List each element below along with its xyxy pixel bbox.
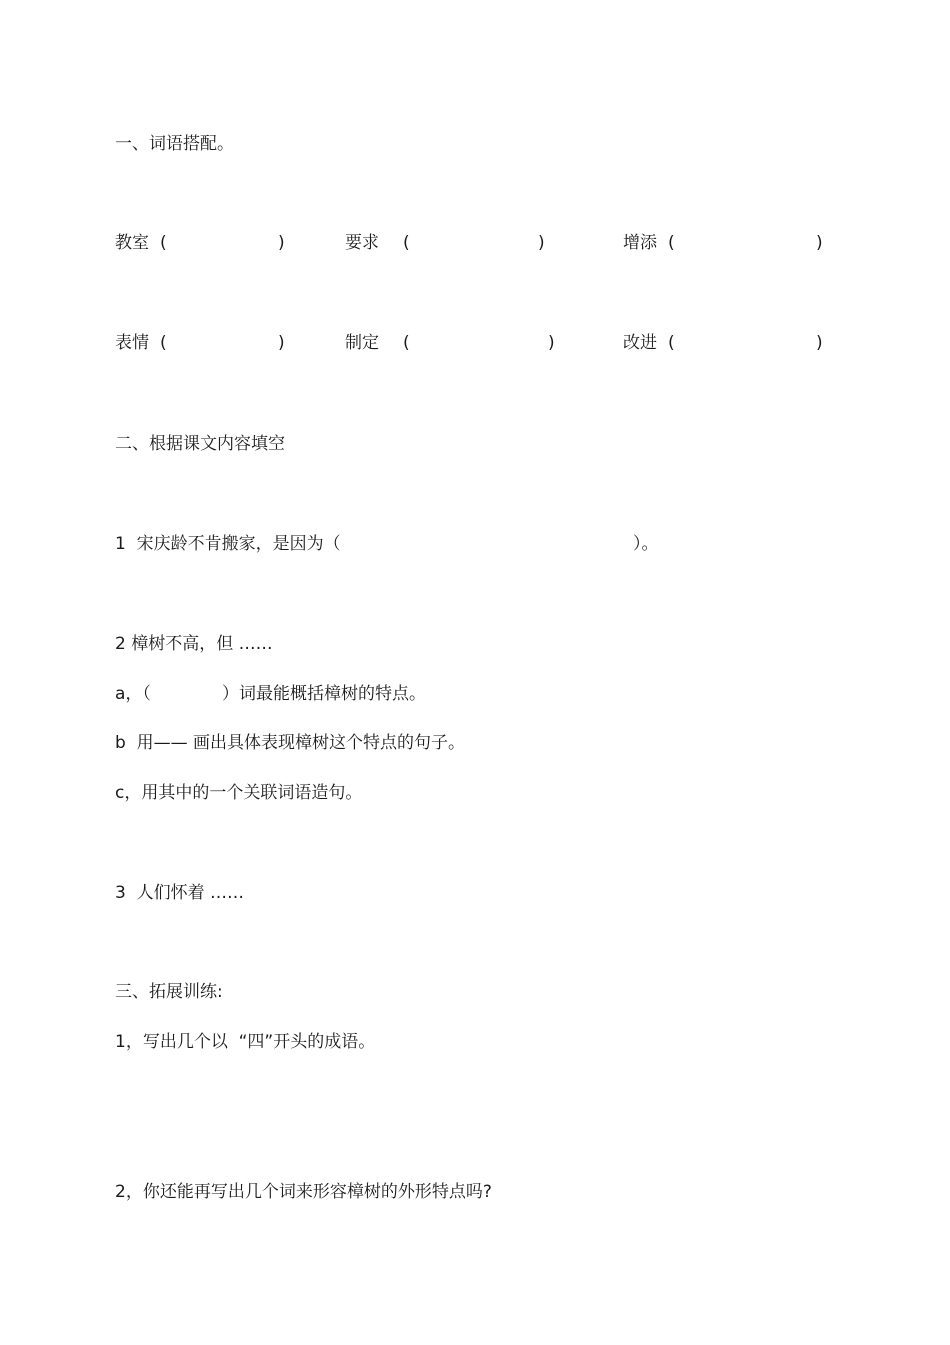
blank-open-jiaoshi: ( <box>160 233 167 253</box>
word-biaoqing: 表情 <box>115 333 149 353</box>
extension-question-2: 2，你还能再写出几个词来形容樟树的外形特点吗? <box>115 1182 492 1202</box>
extension-question-1: 1，写出几个以 “四”开头的成语。 <box>115 1032 376 1052</box>
blank-close-gaijin: ) <box>816 333 823 353</box>
blank-open-gaijin: ( <box>668 333 675 353</box>
blank-close-biaoqing: ) <box>278 333 285 353</box>
blank-close-zengtian: ) <box>816 233 823 253</box>
section1-heading: 一、词语搭配。 <box>115 134 234 154</box>
blank-close-jiaoshi: ) <box>278 233 285 253</box>
section3-heading: 三、拓展训练: <box>115 982 223 1002</box>
blank-open-yaoqiu: ( <box>403 233 410 253</box>
question-1-prefix: 1 宋庆龄不肯搬家，是因为（ <box>115 534 341 554</box>
question-2a-suffix: ）词最能概括樟树的特点。 <box>222 684 426 704</box>
word-zengtian: 增添 <box>623 233 657 253</box>
blank-open-zhiding: ( <box>403 333 410 353</box>
blank-open-zengtian: ( <box>668 233 675 253</box>
word-gaijin: 改进 <box>623 333 657 353</box>
question-2: 2 樟树不高，但 …… <box>115 634 273 654</box>
question-2a-prefix: a，（ <box>115 684 151 704</box>
blank-close-zhiding: ) <box>548 333 555 353</box>
blank-close-yaoqiu: ) <box>538 233 545 253</box>
blank-open-biaoqing: ( <box>160 333 167 353</box>
word-jiaoshi: 教室 <box>115 233 149 253</box>
question-1-suffix: ）。 <box>633 534 659 554</box>
question-3: 3 人们怀着 …… <box>115 883 245 903</box>
section2-heading: 二、根据课文内容填空 <box>115 434 285 454</box>
question-2c: c，用其中的一个关联词语造句。 <box>115 783 363 803</box>
question-2b: b 用—— 画出具体表现樟树这个特点的句子。 <box>115 733 466 753</box>
word-yaoqiu: 要求 <box>345 233 379 253</box>
word-zhiding: 制定 <box>345 333 379 353</box>
